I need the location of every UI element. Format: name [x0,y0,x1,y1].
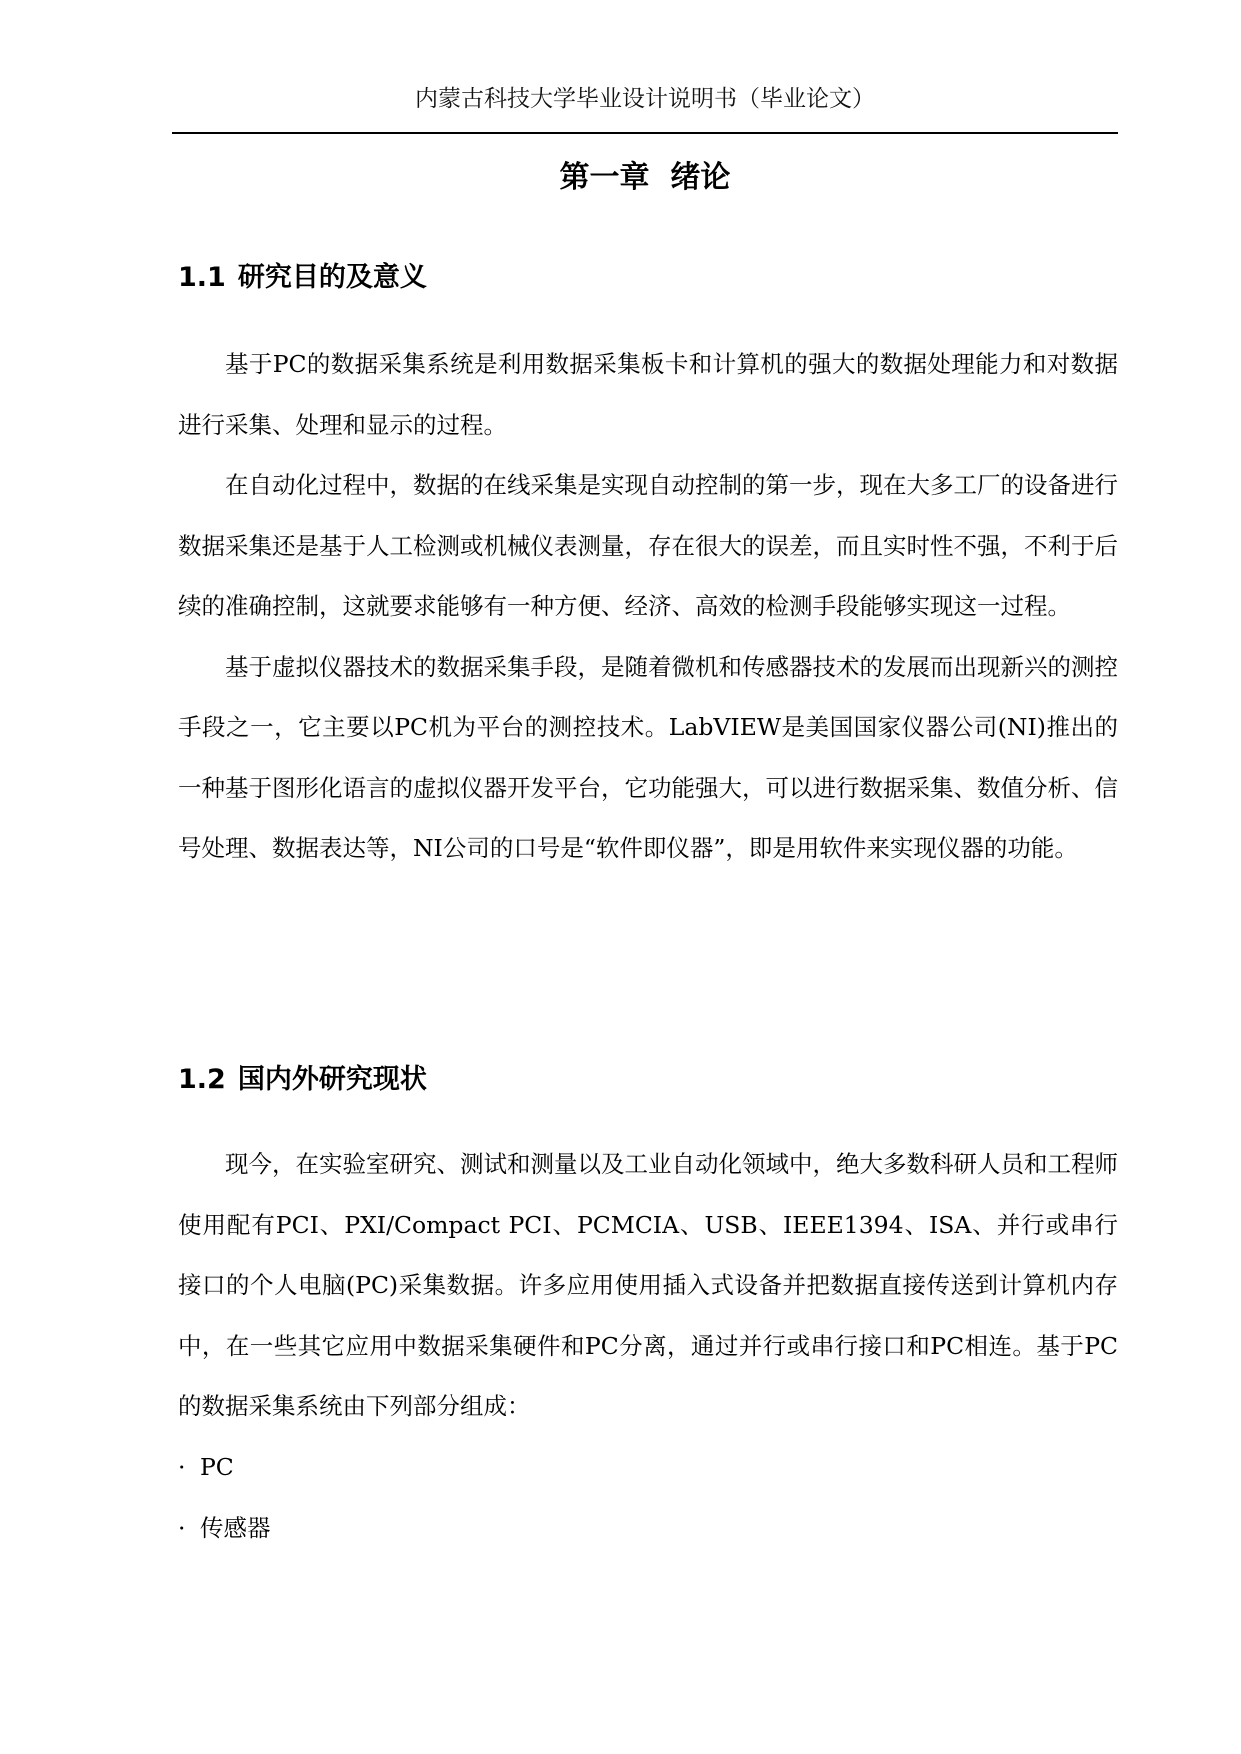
paragraph: 在自动化过程中，数据的在线采集是实现自动控制的第一步，现在大多工厂的设备进行数据采集还是基于人工检测或机械仪表测量，存在很大的误差，而且实时性不强，不利于后续的准确控制，这就要求能够有一种方便、经济、高效的检测手段能够实现这一过程。 [178,471,1118,620]
bullet-dot-icon: · [178,1453,186,1481]
paragraph: 基于虚拟仪器技术的数据采集手段，是随着微机和传感器技术的发展而出现新兴的测控手段之一，它主要以PC机为平台的测控技术。LabVIEW是美国国家仪器公司(NI)推出的一种基于图形化语言的虚拟仪器开发平台，它功能强大，可以进行数据采集、数值分析、信号处理、数据表达等，NI公司的口号是“软件即仪器”，即是用软件来实现仪器的功能。 [178,652,1118,862]
section-heading-1-2 [178,1062,427,1098]
header-divider [172,132,1118,134]
section-title: 国内外研究现状 [237,1064,427,1095]
list-item [178,1498,271,1559]
section-title: 研究目的及意义 [237,262,427,293]
list-item-text: 传感器 [200,1514,271,1542]
section-number: 1.2 [178,1064,226,1095]
list-item-text: PC [200,1453,234,1481]
component-list [178,1437,271,1559]
chapter-title: 第一章 绪论 [559,160,731,195]
paragraph: 现今，在实验室研究、测试和测量以及工业自动化领域中，绝大多数科研人员和工程师使用配有PCI、PXI/Compact PCI、PCMCIA、USB、IEEE1394、ISA、并行或串行接口的个人电脑(PC)采集数据。许多应用使用插入式设备并把数据直接传送到计算机内存中，在一些其它应用中数据采集硬件和PC分离，通过并行或串行接口和PC相连。基于PC的数据采集系统由下列部分组成： [178,1150,1118,1420]
section-1-1-body [178,334,1118,879]
section-number: 1.1 [178,262,226,293]
section-heading-1-1 [178,260,427,296]
list-item [178,1437,271,1498]
paragraph: 基于PC的数据采集系统是利用数据采集板卡和计算机的强大的数据处理能力和对数据进行采集、处理和显示的过程。 [178,350,1118,439]
bullet-dot-icon: · [178,1514,186,1542]
section-1-2-body [178,1134,1118,1437]
running-header: 内蒙古科技大学毕业设计说明书（毕业论文） [415,86,875,112]
